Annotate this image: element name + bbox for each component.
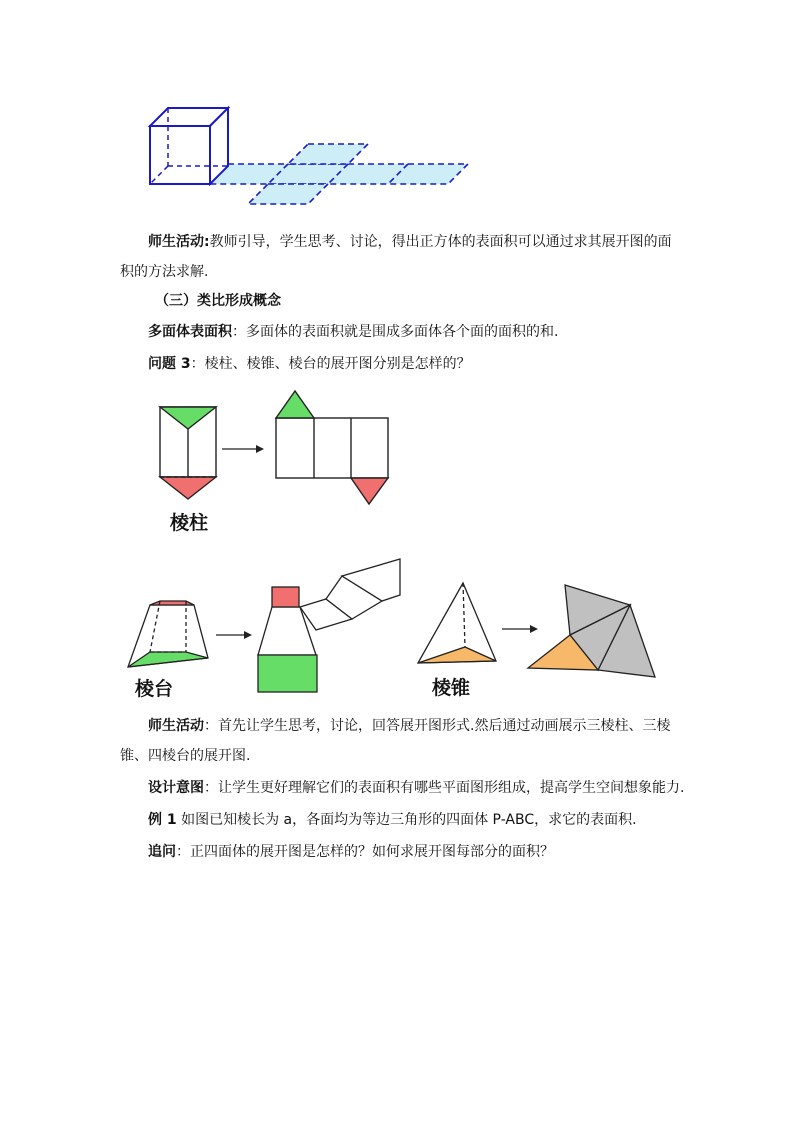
activity-text-cont: 积的方法求解. [120,264,209,280]
example-paragraph [148,810,637,830]
followup-text: ：正四面体的展开图是怎样的？如何求展开图每部分的面积？ [176,844,554,860]
net-top-face [288,144,368,164]
frustum-caption: 棱台 [135,678,174,700]
example-text: 如图已知棱长为 a，各面均为等边三角形的四面体 P-ABC，求它的表面积. [176,812,637,828]
question-text: ：棱柱、棱锥、棱台的展开图分别是怎样的？ [190,356,471,372]
activity-label: 师生活动: [148,234,210,250]
activity-text: 教师引导，学生思考、讨论，得出正方体的表面积可以通过求其展开图的面 [209,234,672,250]
definition-text: ：多面体的表面积就是围成多面体各个面的面积的和. [232,324,559,340]
definition-paragraph [148,322,558,342]
activity2-label: 师生活动 [148,718,204,734]
frustum-net-top-face [272,587,299,607]
activity-paragraph-2-cont [120,746,250,766]
pyramid-caption: 棱锥 [432,677,471,699]
cube-net [208,144,468,204]
activity2-text: ：首先让学生思考，讨论，回答展开图形式.然后通过动画展示三棱柱、三棱 [204,718,671,734]
definition-label: 多面体表面积 [148,324,232,340]
pyramid-net [528,585,655,677]
followup-paragraph [148,842,554,862]
pyramid-figure [410,575,670,685]
prism [160,407,216,499]
section-heading: （三）类比形成概念 [155,293,281,309]
pyramid-base [418,647,496,663]
prism-bottom-face [160,477,216,499]
question-paragraph [148,354,471,374]
activity2-text-cont: 锥、四棱台的展开图. [120,748,251,764]
frustum-net [258,559,400,692]
cube-net-figure [140,100,480,215]
design-label: 设计意图 [148,780,204,796]
prism-caption: 棱柱 [170,512,209,534]
frustum [128,601,208,667]
frustum-top-face [150,601,194,605]
design-paragraph [148,778,684,798]
arrow-icon [502,625,538,633]
prism-net [276,391,388,504]
prism-net-top-triangle [276,391,314,418]
prism-figure [150,385,400,510]
frustum-net-bottom-face [258,655,317,692]
followup-label: 追问 [148,844,176,860]
net-bottom-face [248,184,328,204]
pyramid [418,583,496,663]
design-text: ：让学生更好理解它们的表面积有哪些平面图形组成，提高学生空间想象能力. [204,780,685,796]
arrow-icon [216,631,252,639]
activity-paragraph-1-cont [120,262,208,282]
question-label: 问题 3 [148,356,191,372]
activity-paragraph-2 [148,716,670,736]
example-label: 例 1 [148,812,177,828]
activity-paragraph-1 [148,232,672,252]
prism-net-bottom-triangle [351,478,388,504]
cube [150,108,228,184]
arrow-icon [222,445,264,453]
